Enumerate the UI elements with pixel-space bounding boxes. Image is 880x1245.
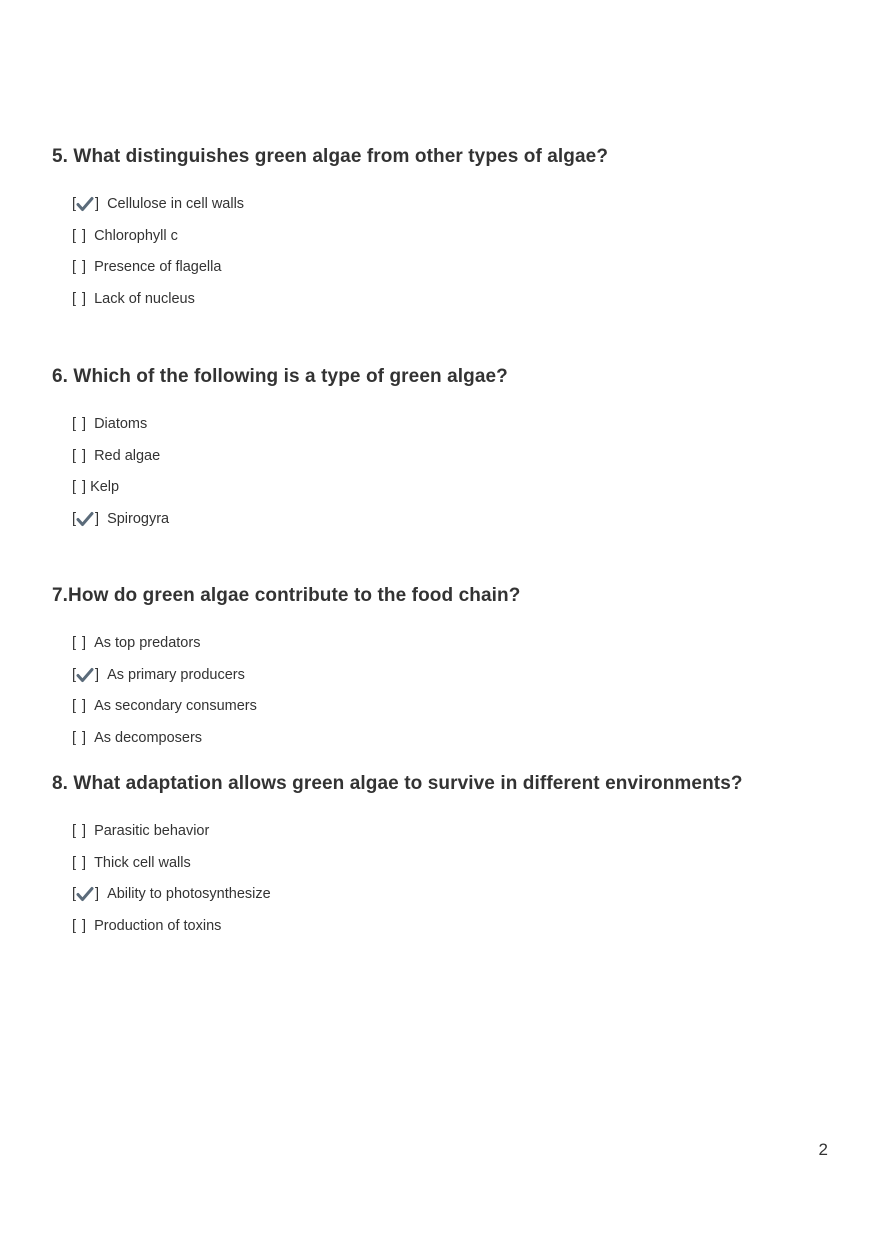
checkbox-close-bracket: ]: [82, 416, 87, 432]
answer-options: [72, 195, 244, 322]
checkbox[interactable]: [72, 822, 86, 840]
answer-option[interactable]: [72, 510, 169, 542]
answer-option[interactable]: [72, 195, 244, 227]
answer-option[interactable]: [72, 885, 271, 917]
answer-label: As secondary consumers: [94, 698, 257, 715]
question-5: [52, 145, 842, 308]
answer-label: Lack of nucleus: [94, 291, 195, 308]
checkbox-open-bracket: [: [72, 635, 77, 651]
answer-option[interactable]: [72, 258, 244, 290]
answer-label: Diatoms: [94, 416, 148, 432]
page-number: 2: [818, 1140, 828, 1159]
checkbox-open-bracket: [: [72, 730, 77, 747]
answer-label: As top predators: [94, 635, 201, 651]
checkbox[interactable]: [72, 697, 86, 715]
question-title: 7.How do green algae contribute to the food chain?: [52, 585, 521, 606]
checkbox-open-bracket: [: [72, 291, 77, 308]
answer-label: Red algae: [94, 447, 161, 464]
checkbox-close-bracket: ]: [95, 511, 100, 528]
answer-label: Chlorophyll c: [94, 227, 178, 244]
check-mark-icon: [76, 667, 94, 683]
checkbox-open-bracket: [: [72, 196, 77, 212]
answer-label: As decomposers: [94, 730, 203, 747]
answer-label: Production of toxins: [94, 918, 222, 935]
checkbox-close-bracket: ]: [95, 666, 100, 683]
checkbox-open-bracket: [: [72, 447, 77, 464]
answer-label: Thick cell walls: [94, 854, 191, 871]
answer-label: Kelp: [90, 479, 120, 496]
checkbox[interactable]: [72, 415, 86, 433]
checkbox-close-bracket: ]: [82, 698, 87, 715]
checkbox-close-bracket: ]: [95, 196, 100, 212]
answer-option[interactable]: [72, 917, 271, 949]
answer-option[interactable]: [72, 697, 257, 729]
answer-options: [72, 634, 257, 761]
question-title: 8. What adaptation allows green algae to survive in different environments?: [52, 773, 743, 794]
question-6: [52, 365, 842, 528]
answer-option[interactable]: [72, 634, 257, 666]
checkbox[interactable]: [72, 854, 86, 872]
checkbox[interactable]: [72, 478, 86, 496]
answer-option[interactable]: [72, 290, 244, 322]
question-title: 6. Which of the following is a type of green algae?: [52, 366, 508, 387]
checkbox-open-bracket: [: [72, 259, 77, 276]
checkbox-close-bracket: ]: [82, 918, 87, 935]
answer-option[interactable]: [72, 447, 169, 479]
checkbox[interactable]: [72, 290, 86, 308]
checkbox[interactable]: [72, 917, 86, 935]
checkbox-close-bracket: ]: [82, 227, 87, 244]
check-mark-icon: [76, 511, 94, 527]
checkbox-open-bracket: [: [72, 416, 77, 432]
checkbox-close-bracket: ]: [82, 854, 87, 871]
checkbox-close-bracket: ]: [82, 823, 87, 839]
checkbox[interactable]: [72, 447, 86, 465]
answer-options: [72, 822, 271, 949]
answer-label: As primary producers: [107, 666, 245, 683]
checkbox-open-bracket: [: [72, 823, 77, 839]
answer-option[interactable]: [72, 854, 271, 886]
question-8: [52, 772, 842, 935]
checkbox-close-bracket: ]: [95, 886, 100, 903]
answer-label: Ability to photosynthesize: [107, 886, 271, 903]
checkbox[interactable]: [72, 666, 99, 684]
answer-option[interactable]: [72, 666, 257, 698]
checkbox[interactable]: [72, 227, 86, 245]
checkbox-close-bracket: ]: [82, 259, 87, 276]
answer-option[interactable]: [72, 822, 271, 854]
checkbox[interactable]: [72, 195, 99, 213]
answer-label: Parasitic behavior: [94, 823, 210, 839]
checkbox[interactable]: [72, 634, 86, 652]
answer-label: Cellulose in cell walls: [107, 196, 245, 212]
checkbox-close-bracket: ]: [82, 447, 87, 464]
checkbox-open-bracket: [: [72, 698, 77, 715]
checkbox-open-bracket: [: [72, 666, 77, 683]
checkbox-close-bracket: ]: [82, 291, 87, 308]
checkbox-close-bracket: ]: [82, 635, 87, 651]
checkbox-open-bracket: [: [72, 854, 77, 871]
checkbox-close-bracket: ]: [82, 479, 87, 496]
checkbox-close-bracket: ]: [82, 730, 87, 747]
question-7: [52, 584, 842, 747]
answer-options: [72, 415, 169, 542]
question-title: 5. What distinguishes green algae from other types of algae?: [52, 146, 609, 167]
checkbox-open-bracket: [: [72, 886, 77, 903]
checkbox[interactable]: [72, 729, 86, 747]
answer-option[interactable]: [72, 227, 244, 259]
checkbox-open-bracket: [: [72, 918, 77, 935]
check-mark-icon: [76, 886, 94, 902]
answer-option[interactable]: [72, 729, 257, 761]
answer-option[interactable]: [72, 415, 169, 447]
answer-label: Spirogyra: [107, 511, 170, 528]
checkbox[interactable]: [72, 510, 99, 528]
checkbox[interactable]: [72, 885, 99, 903]
check-mark-icon: [76, 196, 94, 212]
answer-option[interactable]: [72, 478, 169, 510]
answer-label: Presence of flagella: [94, 259, 222, 276]
checkbox[interactable]: [72, 258, 86, 276]
checkbox-open-bracket: [: [72, 479, 77, 496]
checkbox-open-bracket: [: [72, 511, 77, 528]
checkbox-open-bracket: [: [72, 227, 77, 244]
